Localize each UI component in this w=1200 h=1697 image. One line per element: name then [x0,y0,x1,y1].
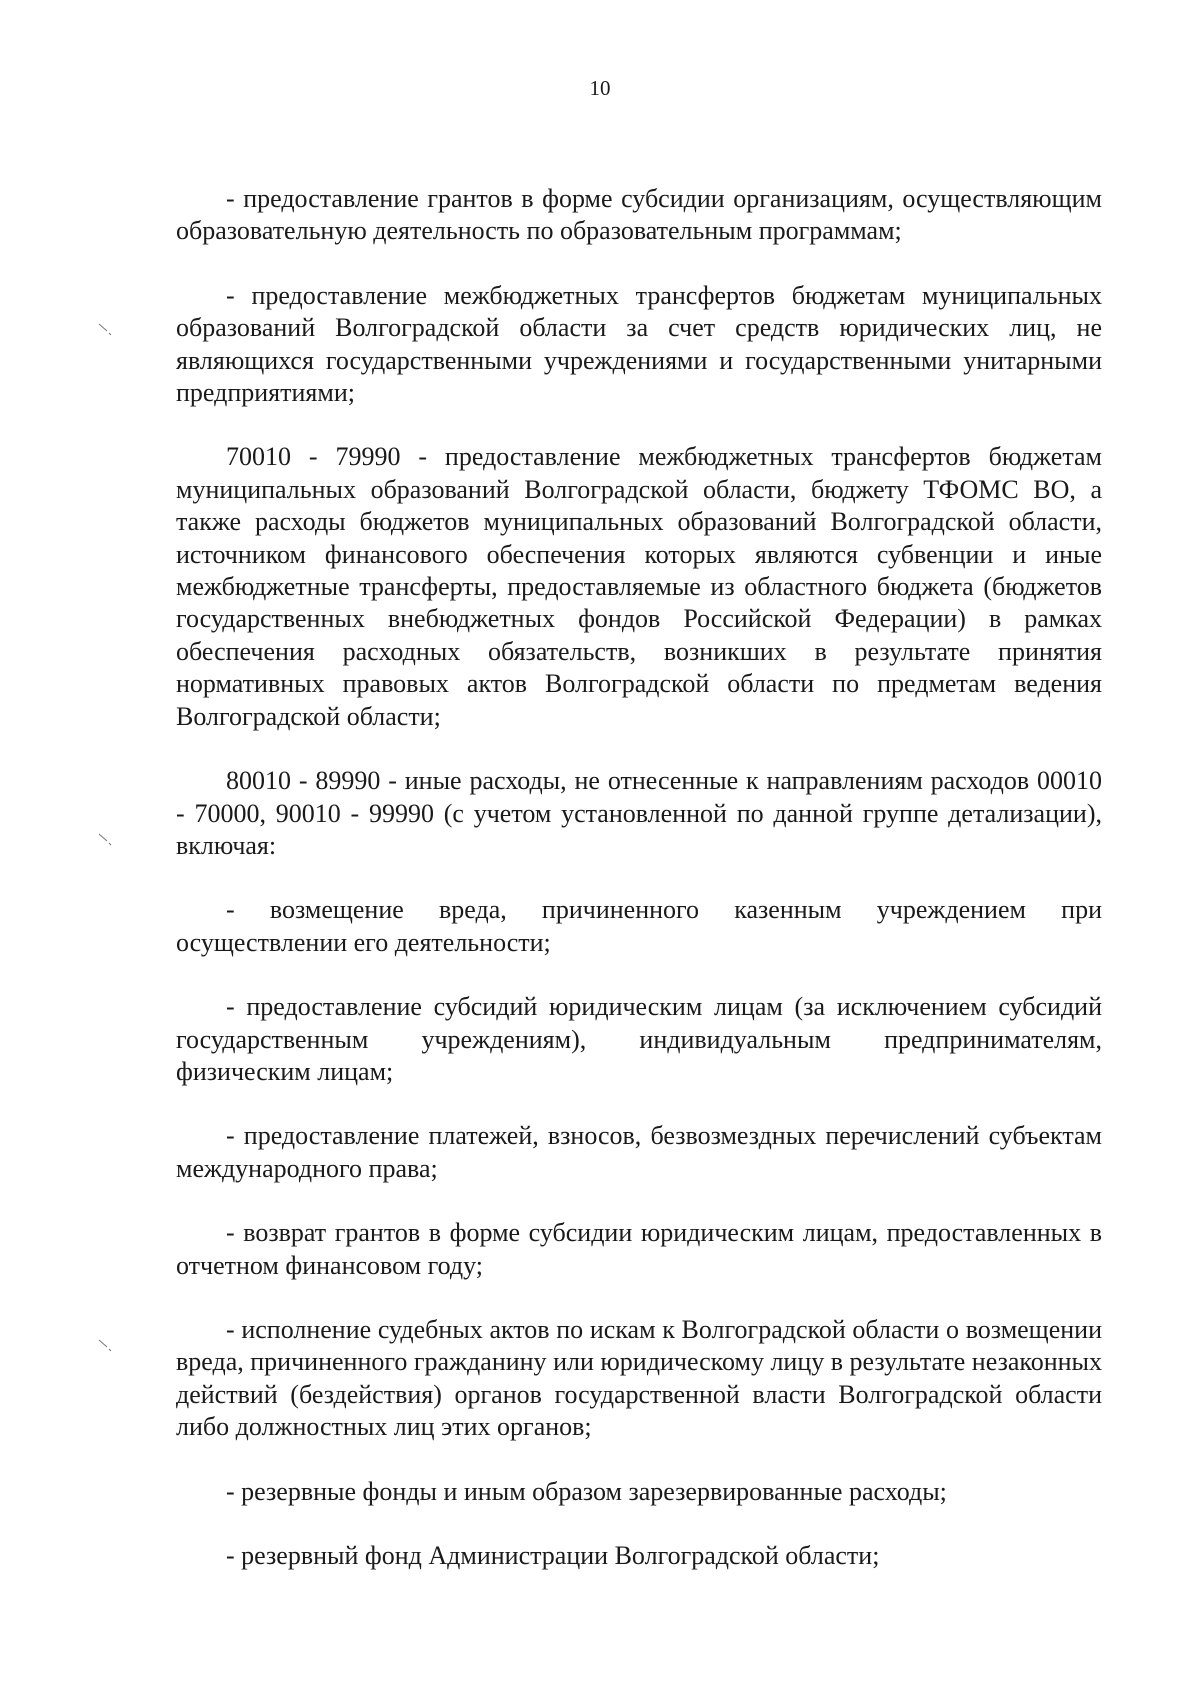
paragraph-grants-education: - предоставление грантов в форме субсидии организациям, осуществляющим образовательную деятельность по образовательным программам; [176,184,1102,246]
paragraph-grants-return: - возврат грантов в форме субсидии юридическим лицам, предоставленных в отчетном финансовом году; [176,1218,1102,1280]
document-body [176,183,1102,1604]
scan-mark [98,832,114,846]
paragraph-international-payments: - предоставление платежей, взносов, безвозмездных перечислений субъектам международного права; [176,1121,1102,1183]
page-number: 10 [589,76,611,100]
paragraph-80010-89990: 80010 - 89990 - иные расходы, не отнесенные к направлениям расходов 00010 - 70000, 90010 - 99990 (с учетом установленной по данной группе детализации), включая: [176,766,1102,860]
paragraph-transfers-legal-entities: - предоставление межбюджетных трансфертов бюджетам муниципальных образований Волгоградской области за счет средств юридических лиц, не являющихся государственными учреждениями и государственными унитарными предприятиями; [176,280,1102,408]
paragraph-administration-reserve-fund: - резервный фонд Администрации Волгоградской области; [226,1541,880,1570]
scan-mark [98,322,114,336]
paragraph-court-acts: - исполнение судебных актов по искам к Волгоградской области о возмещении вреда, причиненного гражданину или юридическому лицу в результате незаконных действий (бездействия) органов государственной власти Волгоградской области либо должностных лиц этих органов; [176,1314,1102,1442]
paragraph-reserve-funds: - резервные фонды и иным образом зарезервированные расходы; [226,1476,947,1506]
paragraph-70010-79990: 70010 - 79990 - предоставление межбюджетных трансфертов бюджетам муниципальных образований Волгоградской области, бюджету ТФОМС ВО, а также расходы бюджетов муниципальных образований Волгоградской области, источником финансового обеспечения которых являются субвенции и иные межбюджетные трансферты, предоставляемые из областного бюджета (бюджетов государственных внебюджетных фондов Российской Федерации) в рамках обеспечения расходных обязательств, возникших в результате принятия нормативных правовых актов Волгоградской области по предметам ведения Волгоградской области; [176,442,1102,731]
scan-mark [98,1338,114,1352]
paragraph-subsidies-legal-entities: - предоставление субсидий юридическим лицам (за исключением субсидий государственным учреждениям), индивидуальным предпринимателям, физическим лицам; [176,992,1102,1086]
paragraph-harm-compensation: - возмещение вреда, причиненного казенным учреждением при осуществлении его деятельности; [176,895,1102,957]
